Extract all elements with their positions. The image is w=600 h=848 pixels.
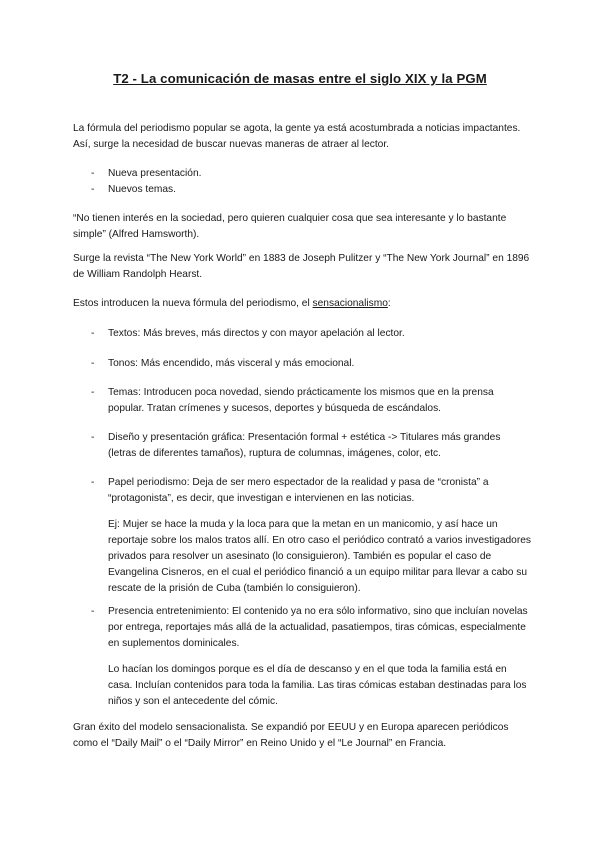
list-dash: - [91, 328, 95, 339]
example-paragraph: Ej: Mujer se hace la muda y la loca para que la metan en un manicomio, y así hace un reportaje sobre los malos tratos allí. En otro caso el periódico contrató a varios investigadores privados para resolver un asesinato (lo consiguieron). También es popular el caso de Evangelina Cisneros, en el cual el periódico financió a un equipo militar para llevar a cabo su rescate de la prisión de Cuba (también lo consiguieron). [108, 519, 531, 594]
list-item-text: Nueva presentación. [108, 168, 202, 179]
list-dash: - [91, 387, 95, 398]
quote-paragraph: “No tienen interés en la sociedad, pero quieren cualquier cosa que sea interesante y lo bastante simple” (Alfred Hamsworth). [73, 213, 507, 240]
list-dash: - [91, 606, 95, 617]
conclusion-paragraph: Gran éxito del modelo sensacionalista. Se expandió por EEUU y en Europa aparecen periódicos como el “Daily Mail” o el “Daily Mirror” en Reino Unido y el “Le Journal” en Francia. [73, 722, 509, 749]
list-dash: - [91, 477, 95, 488]
formula-paragraph [73, 296, 533, 312]
formula-tail: : [387, 298, 391, 309]
formula-lead: Estos introducen la nueva fórmula del periodismo, el [73, 298, 313, 309]
list-item-text: Papel periodismo: Deja de ser mero espectador de la realidad y pasa de “cronista” a “protagonista”, es decir, que investigan e intervienen en las noticias. [108, 477, 489, 504]
sensationalism-term: sensacionalismo [312, 298, 388, 309]
list-item-text: Temas: Introducen poca novedad, siendo prácticamente los mismos que en la prensa popular. Tratan crímenes y sucesos, deportes y búsqueda de escándalos. [108, 387, 494, 414]
list-item-text: Tonos: Más encendido, más visceral y más emocional. [108, 358, 355, 369]
page-title: T2 - La comunicación de masas entre el siglo XIX y la PGM [113, 71, 487, 86]
list-dash: - [91, 168, 95, 179]
list-item-text: Presencia entretenimiento: El contenido ya no era sólo informativo, sino que incluían novelas por entrega, reportajes más allá de la actualidad, pasatiempos, tiras cómicas, especialmente en suplementos dominicales. [108, 606, 528, 649]
list-dash: - [91, 432, 95, 443]
list-dash: - [91, 358, 95, 369]
sundays-paragraph: Lo hacían los domingos porque es el día de descanso y en el que toda la familia está en casa. Incluían contenidos para toda la familia. Las tiras cómicas estaban destinadas para los niños y son el antecedente del cómic. [108, 664, 527, 707]
intro-paragraph: La fórmula del periodismo popular se agota, la gente ya está acostumbrada a noticias impactantes. Así, surge la necesidad de buscar nuevas maneras de atraer al lector. [73, 123, 521, 150]
list-dash: - [91, 184, 95, 195]
papers-paragraph: Surge la revista “The New York World” en 1883 de Joseph Pulitzer y “The New York Journal” en 1896 de William Randolph Hearst. [73, 253, 530, 280]
list-item-text: Diseño y presentación gráfica: Presentación formal + estética -> Titulares más grandes (letras de diferentes tamaños), ruptura de columnas, imágenes, color, etc. [108, 432, 501, 459]
list-item-text: Nuevos temas. [108, 184, 176, 195]
list-item-text: Textos: Más breves, más directos y con mayor apelación al lector. [108, 328, 405, 339]
